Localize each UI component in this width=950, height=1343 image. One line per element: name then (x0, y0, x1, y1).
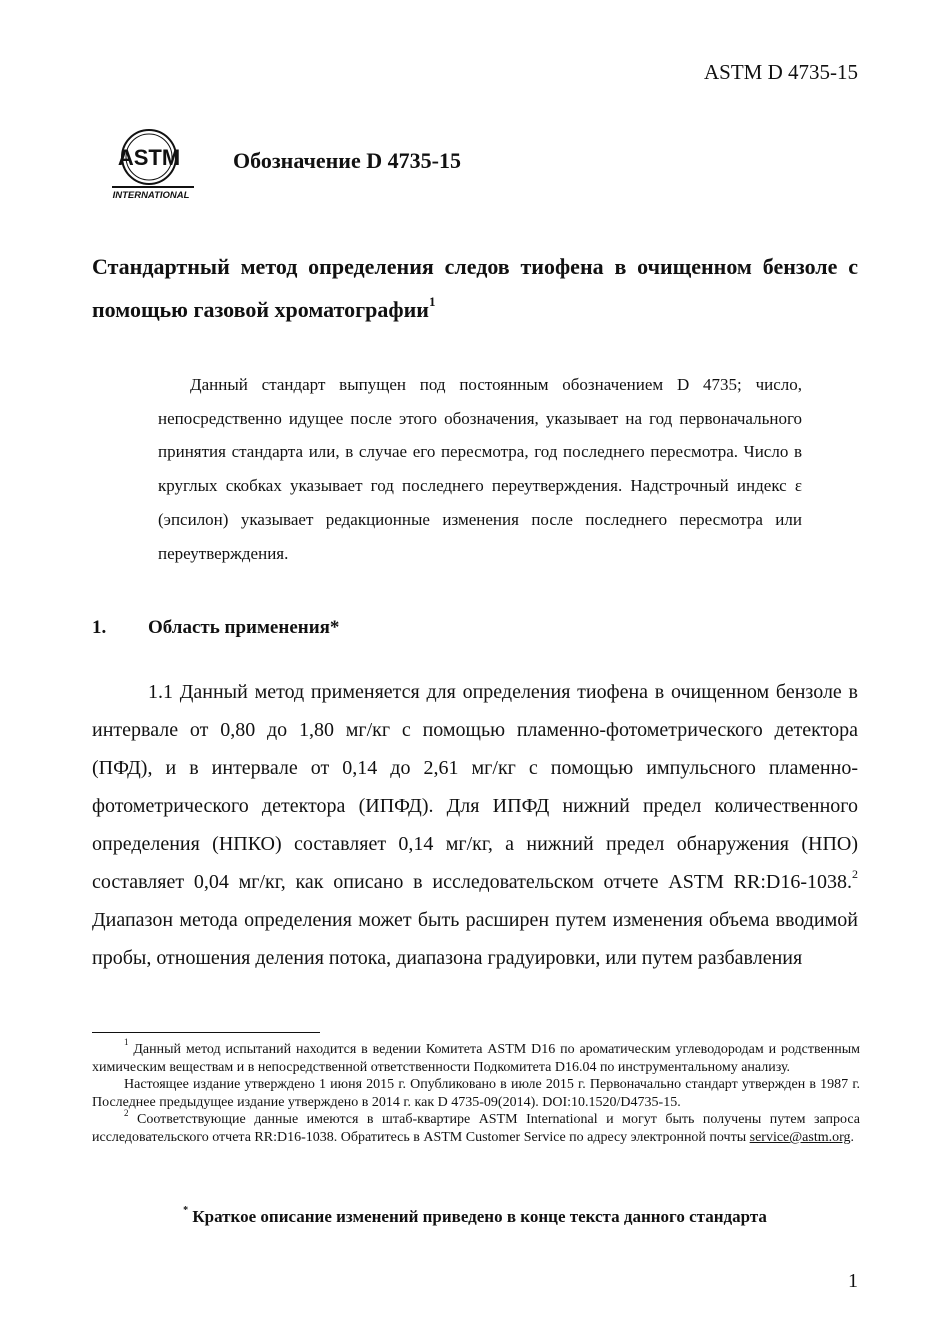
paragraph-text: 1.1 Данный метод применяется для определения тиофена в очищенном бензоле в интервале от 0,80 до 1,80 мг/кг с помощью пламенно-фотометрического детектора (ПФД), и в интервале от 0,14 до 2,61 мг/кг с помощью импульсного пламенно-фотометрического детектора (ИПФД). Для ИПФД нижний предел количественного определения (НПКО) составляет 0,14 мг/кг, а нижний предел обнаружения (НПО) составляет 0,04 мг/кг, как описано в исследовательском отчете ASTM RR:D16-1038. (92, 681, 858, 893)
title-text: Стандартный метод определения следов тиофена в очищенном бензоле с помощью газовой хроматографии (92, 254, 858, 322)
summary-text: Краткое описание изменений приведено в конце текста данного стандарта (188, 1207, 767, 1226)
footnote-1 (92, 1037, 860, 1076)
paragraph-footnote-mark: 2 (852, 867, 858, 882)
footnote-1-text: Данный метод испытаний находится в ведении Комитета ASTM D16 по ароматическим углеводородам и родственным химическим веществам и в непосредственной ответственности Подкомитета D16.04 по инструментальному анализу. (92, 1042, 860, 1075)
designation-notice: Данный стандарт выпущен под постоянным обозначением D 4735; число, непосредственно идущее после этого обозначения, указывает на год первоначального принятия стандарта или, в случае его пересмотра, год последнего пересмотра. Число в круглых скобках указывает год последнего переутверждения. Надстрочный индекс ε (эпсилон) указывает редакционные изменения после последнего пересмотра или переутверждения. (158, 375, 802, 563)
footnote-2 (92, 1107, 860, 1146)
summary-mark: * (183, 1205, 189, 1217)
footnote-2-end: . (850, 1129, 855, 1145)
changes-summary-note (0, 1207, 950, 1227)
title-footnote-mark: 1 (428, 293, 436, 309)
email-link[interactable]: service@astm.org (749, 1129, 851, 1145)
footnote-2-text: Соответствующие данные имеются в штаб-квартире ASTM International и могут быть получены путем запроса исследовательского отчета RR:D16-1038. Обратитесь в ASTM Customer Service по адресу электронной почты (92, 1112, 860, 1145)
paragraph-1-1 (92, 673, 858, 977)
logo-main-text: ASTM (117, 145, 181, 170)
section-title: Область применения* (148, 617, 340, 638)
document-code: ASTM D 4735-15 (703, 60, 858, 84)
paragraph-text-continued: Диапазон метода определения может быть расширен путем изменения объема вводимой пробы, отношения деления потока, диапазона градуировки, или путем разбавления (92, 909, 858, 969)
astm-logo (108, 128, 198, 200)
footnote-1-mark: 1 (124, 1037, 129, 1048)
designation-heading: Обозначение D 4735-15 (233, 148, 461, 173)
footnote-1-edition: Настоящее издание утверждено 1 июня 2015 г. Опубликовано в июле 2015 г. Первоначально стандарт утвержден в 1987 г. Последнее предыдущее издание утверждено в 2014 г. как D 4735-09(2014). DOI:10.1520/D4735-15. (92, 1077, 860, 1110)
page-number: 1 (848, 1270, 858, 1292)
footnote-2-mark: 2 (124, 1107, 129, 1118)
footnotes (92, 1037, 860, 1147)
astm-logo-icon (108, 128, 198, 200)
section-number: 1. (92, 617, 107, 638)
document-title (92, 245, 858, 331)
footnote-separator (92, 1032, 320, 1033)
logo-sub-text: INTERNATIONAL (112, 190, 190, 200)
